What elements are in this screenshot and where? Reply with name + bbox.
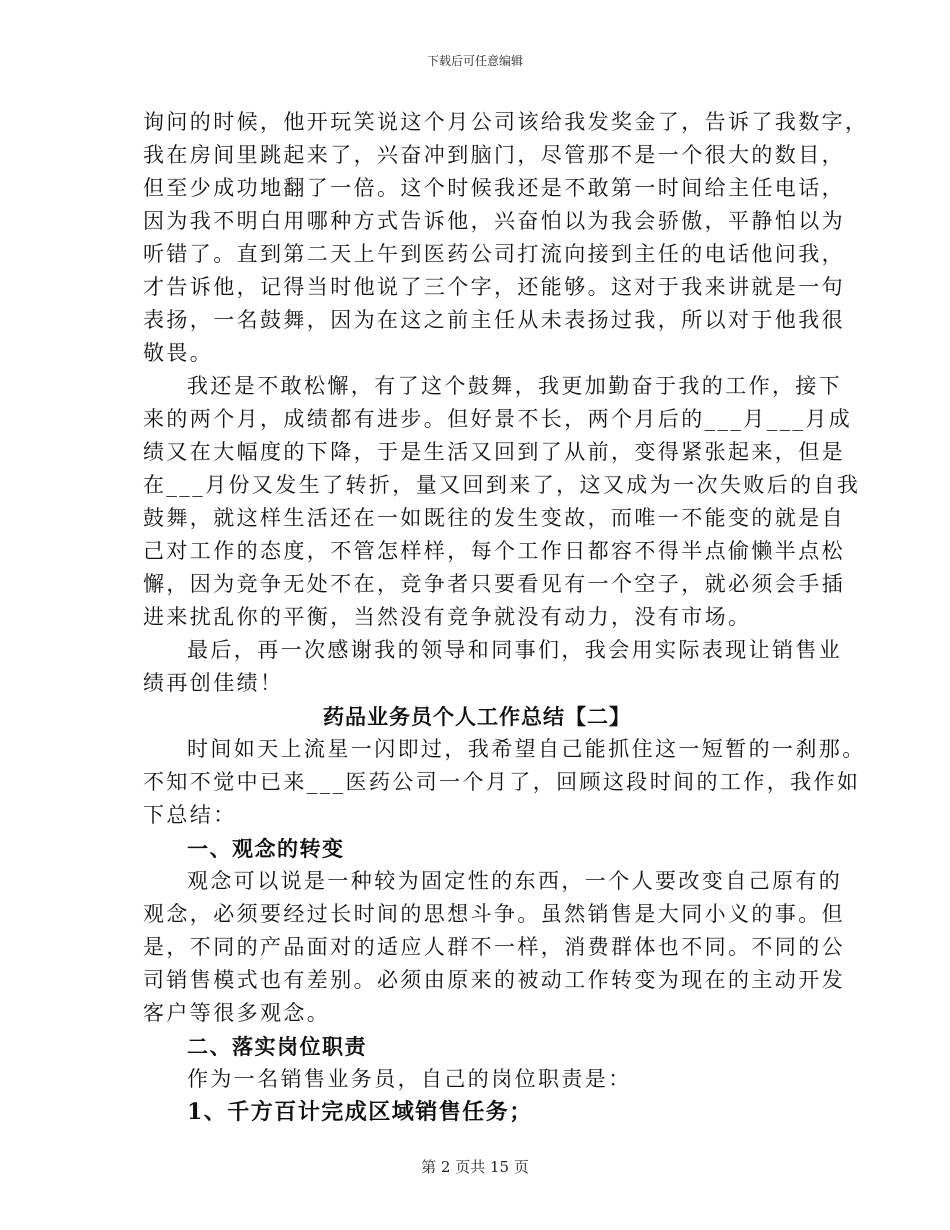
paragraph-start-line: 作为一名销售业务员，自己的岗位职责是： [187,1067,632,1091]
text-line: 绩再创佳绩！ [143,671,284,695]
text-line: 表扬，一名鼓舞，因为在这之前主任从未表扬过我，所以对于他我很 [143,308,845,332]
text-line: 客户等很多观念。 [143,1001,331,1025]
text-line: 司销售模式也有差别。必须由原来的被动工作转变为现在的主动开发 [143,968,845,992]
section-title: 药品业务员个人工作总结【二】 [323,704,631,729]
paragraph-start-line: 观念可以说是一种较为固定性的东西，一个人要改变自己原有的 [187,869,843,893]
text-line: 绩又在大幅度的下降，于是生活又回到了从前，变得紧张起来，但是 [143,440,845,464]
document-body [143,106,869,1129]
text-line: 是，不同的产品面对的适应人群不一样，消费群体也不同。不同的公 [143,935,845,959]
subsection-heading: 一、观念的转变 [187,836,345,861]
text-line: 询问的时候，他开玩笑说这个月公司该给我发奖金了，告诉了我数字， [143,110,869,134]
text-line: 己对工作的态度，不管怎样样，每个工作日都容不得半点偷懒半点松 [143,539,845,563]
text-line: 但至少成功地翻了一倍。这个时候我还是不敢第一时间给主任电话， [143,176,845,200]
paragraph-start-line: 最后，再一次感谢我的领导和同事们，我会用实际表现让销售业 [187,638,843,662]
text-line: 才告诉他，记得当时他说了三个字，还能够。这对于我来讲就是一句 [143,275,845,299]
text-line: 我在房间里跳起来了，兴奋冲到脑门，尽管那不是一个很大的数目， [143,143,845,167]
paragraph-start-line: 时间如天上流星一闪即过，我希望自己能抓住这一短暂的一刹那。 [187,737,866,761]
text-line: 下总结： [143,803,237,827]
paragraph-start-line: 我还是不敢松懈，有了这个鼓舞，我更加勤奋于我的工作，接下 [187,374,843,398]
text-line: 听错了。直到第二天上午到医药公司打流向接到主任的电话他问我， [143,242,845,266]
text-line: 来的两个月，成绩都有进步。但好景不长，两个月后的___月___月成 [143,407,853,431]
page-header: 下载后可任意编辑 [426,54,523,68]
text-line: 进来扰乱你的平衡，当然没有竞争就没有动力，没有市场。 [143,605,752,629]
text-line: 懈，因为竞争无处不在，竞争者只要看见有一个空子，就必须会手插 [143,572,845,596]
text-line: 敬畏。 [143,341,214,365]
text-line: 在___月份又发生了转折，量又回到来了，这又成为一次失败后的自我 [143,473,861,497]
text-line: 不知不觉中已来___医药公司一个月了，回顾这段时间的工作，我作如 [143,770,861,794]
page-footer: 第 2 页共 15 页 [421,1158,529,1176]
text-line: 鼓舞，就这样生活还在一如既往的发生变故，而唯一不能变的就是自 [143,506,845,530]
text-line: 因为我不明白用哪种方式告诉他，兴奋怕以为我会骄傲，平静怕以为 [143,209,845,233]
subsection-heading: 二、落实岗位职责 [187,1034,367,1059]
list-item: 1、千方百计完成区域销售任务； [187,1099,533,1125]
text-line: 观念，必须要经过长时间的思想斗争。虽然销售是大同小义的事。但 [143,902,845,926]
